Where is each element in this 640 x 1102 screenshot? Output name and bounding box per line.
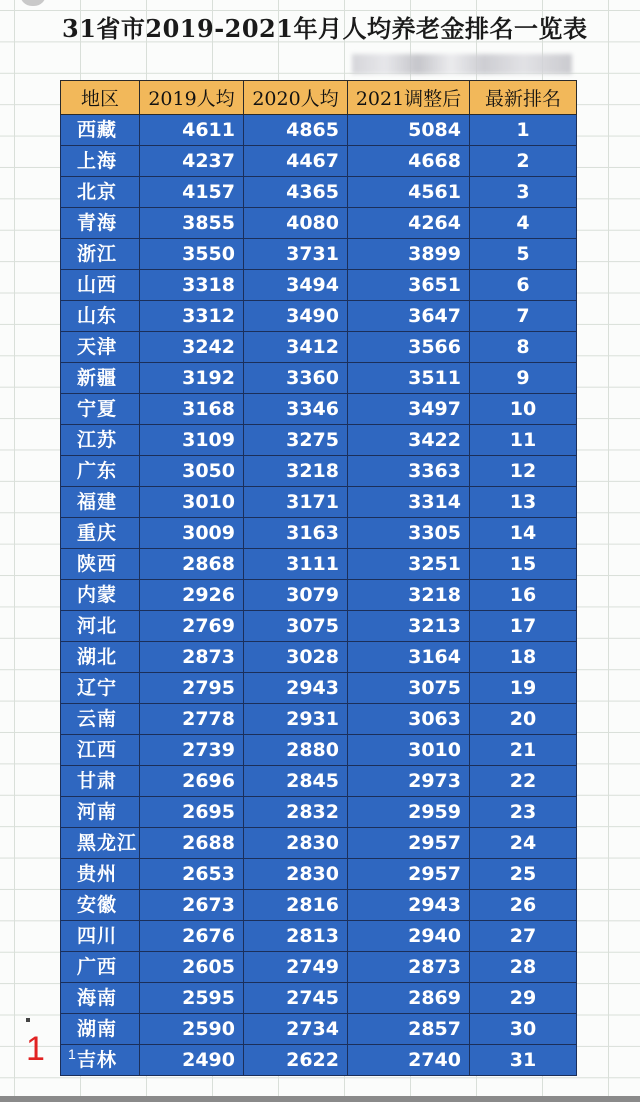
cell-2020: 3731	[244, 239, 348, 270]
cell-2021: 2957	[348, 828, 470, 859]
cell-2021: 3651	[348, 270, 470, 301]
cell-2019: 2688	[140, 828, 244, 859]
cell-rank: 7	[470, 301, 577, 332]
table-row	[61, 208, 577, 239]
cell-region: 新疆	[61, 363, 140, 394]
table-row	[61, 1045, 577, 1076]
cell-rank: 12	[470, 456, 577, 487]
cell-2020: 3163	[244, 518, 348, 549]
cell-2020: 2845	[244, 766, 348, 797]
pension-ranking-table	[60, 80, 577, 1076]
table-row	[61, 456, 577, 487]
header-row	[61, 81, 577, 115]
cell-rank: 31	[470, 1045, 577, 1076]
cell-2020: 3494	[244, 270, 348, 301]
cell-2021: 3566	[348, 332, 470, 363]
table-row	[61, 704, 577, 735]
cell-2019: 2653	[140, 859, 244, 890]
cell-2021: 3305	[348, 518, 470, 549]
cell-region: 宁夏	[61, 394, 140, 425]
cell-region: 河北	[61, 611, 140, 642]
table-row	[61, 580, 577, 611]
table-row	[61, 921, 577, 952]
cell-2021: 3251	[348, 549, 470, 580]
cell-2021: 3899	[348, 239, 470, 270]
header-region: 地区	[61, 81, 140, 115]
cell-2020: 2734	[244, 1014, 348, 1045]
cell-rank: 27	[470, 921, 577, 952]
cell-2020: 2622	[244, 1045, 348, 1076]
cell-2020: 4467	[244, 146, 348, 177]
cell-region: 云南	[61, 704, 140, 735]
cell-2019: 2739	[140, 735, 244, 766]
cell-rank: 20	[470, 704, 577, 735]
cell-region: 西藏	[61, 115, 140, 146]
cell-region: 浙江	[61, 239, 140, 270]
header-2020-avg: 2020人均	[244, 81, 348, 115]
table-row	[61, 146, 577, 177]
cell-rank: 14	[470, 518, 577, 549]
cell-2020: 3028	[244, 642, 348, 673]
cell-2020: 4080	[244, 208, 348, 239]
page-title: 31省市2019-2021年月人均养老金排名一览表	[62, 14, 588, 43]
cell-2020: 3111	[244, 549, 348, 580]
cell-2019: 4611	[140, 115, 244, 146]
cell-2021: 3164	[348, 642, 470, 673]
cell-2019: 2673	[140, 890, 244, 921]
cell-2019: 3109	[140, 425, 244, 456]
bottom-edge	[0, 1096, 640, 1102]
cell-region: 江苏	[61, 425, 140, 456]
cell-2021: 3511	[348, 363, 470, 394]
cell-region: 北京	[61, 177, 140, 208]
cell-region: 吉林	[61, 1045, 140, 1076]
cell-region: 内蒙	[61, 580, 140, 611]
cell-rank: 22	[470, 766, 577, 797]
cell-2019: 2676	[140, 921, 244, 952]
cell-2021: 4668	[348, 146, 470, 177]
cell-region: 重庆	[61, 518, 140, 549]
cell-2019: 2590	[140, 1014, 244, 1045]
cell-rank: 19	[470, 673, 577, 704]
cell-2019: 2595	[140, 983, 244, 1014]
cell-rank: 18	[470, 642, 577, 673]
cell-2020: 3360	[244, 363, 348, 394]
cell-rank: 24	[470, 828, 577, 859]
cell-2021: 3497	[348, 394, 470, 425]
cell-2019: 3242	[140, 332, 244, 363]
table-row	[61, 518, 577, 549]
cell-2019: 3855	[140, 208, 244, 239]
cell-region: 山东	[61, 301, 140, 332]
cell-2021: 3422	[348, 425, 470, 456]
small-number-mark: 1	[68, 1046, 76, 1062]
table-row	[61, 828, 577, 859]
cell-2019: 4237	[140, 146, 244, 177]
header-2019-avg: 2019人均	[140, 81, 244, 115]
cell-2019: 3168	[140, 394, 244, 425]
cell-2020: 2813	[244, 921, 348, 952]
cell-rank: 13	[470, 487, 577, 518]
table-body	[61, 115, 577, 1076]
table-row	[61, 735, 577, 766]
cell-2021: 3063	[348, 704, 470, 735]
cell-2021: 4561	[348, 177, 470, 208]
cell-2019: 3192	[140, 363, 244, 394]
cell-2021: 3314	[348, 487, 470, 518]
table-row	[61, 332, 577, 363]
cell-2020: 2816	[244, 890, 348, 921]
cell-rank: 11	[470, 425, 577, 456]
cell-2021: 3213	[348, 611, 470, 642]
cell-rank: 25	[470, 859, 577, 890]
cell-region: 广东	[61, 456, 140, 487]
cell-2020: 4865	[244, 115, 348, 146]
cell-2021: 3075	[348, 673, 470, 704]
cell-2020: 3346	[244, 394, 348, 425]
cell-2020: 3075	[244, 611, 348, 642]
cell-2019: 2696	[140, 766, 244, 797]
cell-2020: 4365	[244, 177, 348, 208]
cell-2021: 2943	[348, 890, 470, 921]
cell-rank: 8	[470, 332, 577, 363]
cell-2019: 3318	[140, 270, 244, 301]
table-row	[61, 394, 577, 425]
table-row	[61, 766, 577, 797]
cell-rank: 23	[470, 797, 577, 828]
cell-2019: 2795	[140, 673, 244, 704]
cell-region: 河南	[61, 797, 140, 828]
table-row	[61, 115, 577, 146]
cell-2019: 2868	[140, 549, 244, 580]
cell-region: 海南	[61, 983, 140, 1014]
cell-2021: 3010	[348, 735, 470, 766]
cell-2020: 2832	[244, 797, 348, 828]
cell-region: 辽宁	[61, 673, 140, 704]
table-row	[61, 983, 577, 1014]
cell-rank: 1	[470, 115, 577, 146]
cell-2019: 3050	[140, 456, 244, 487]
cell-2021: 2959	[348, 797, 470, 828]
table-row	[61, 239, 577, 270]
cell-2020: 2931	[244, 704, 348, 735]
table-row	[61, 549, 577, 580]
cell-2019: 3550	[140, 239, 244, 270]
cell-region: 上海	[61, 146, 140, 177]
cell-2019: 2490	[140, 1045, 244, 1076]
cell-region: 广西	[61, 952, 140, 983]
cell-region: 甘肃	[61, 766, 140, 797]
cell-rank: 16	[470, 580, 577, 611]
table-row	[61, 177, 577, 208]
cell-2021: 2973	[348, 766, 470, 797]
cell-2021: 2869	[348, 983, 470, 1014]
table-row	[61, 301, 577, 332]
cell-2021: 2857	[348, 1014, 470, 1045]
blurred-watermark	[352, 54, 572, 74]
cell-region: 湖北	[61, 642, 140, 673]
cell-2020: 3490	[244, 301, 348, 332]
cell-2019: 3312	[140, 301, 244, 332]
cell-2020: 3218	[244, 456, 348, 487]
cell-rank: 9	[470, 363, 577, 394]
cell-2019: 2926	[140, 580, 244, 611]
cell-rank: 2	[470, 146, 577, 177]
cell-region: 山西	[61, 270, 140, 301]
cell-2019: 2873	[140, 642, 244, 673]
cell-2021: 5084	[348, 115, 470, 146]
cell-2021: 3218	[348, 580, 470, 611]
table-row	[61, 363, 577, 394]
cell-2020: 2830	[244, 828, 348, 859]
cell-2020: 3171	[244, 487, 348, 518]
cell-rank: 26	[470, 890, 577, 921]
cell-rank: 10	[470, 394, 577, 425]
cell-region: 四川	[61, 921, 140, 952]
cell-region: 青海	[61, 208, 140, 239]
table-row	[61, 859, 577, 890]
cell-2019: 3009	[140, 518, 244, 549]
table-row	[61, 673, 577, 704]
cell-rank: 3	[470, 177, 577, 208]
cell-2021: 2740	[348, 1045, 470, 1076]
cell-rank: 30	[470, 1014, 577, 1045]
cell-region: 陕西	[61, 549, 140, 580]
cell-2019: 3010	[140, 487, 244, 518]
cell-region: 贵州	[61, 859, 140, 890]
table-row	[61, 425, 577, 456]
table-row	[61, 642, 577, 673]
cell-2021: 3647	[348, 301, 470, 332]
cell-2019: 4157	[140, 177, 244, 208]
cell-2020: 2830	[244, 859, 348, 890]
cell-2021: 2957	[348, 859, 470, 890]
header-latest-rank: 最新排名	[470, 81, 577, 115]
cell-rank: 17	[470, 611, 577, 642]
table-row	[61, 487, 577, 518]
cell-region: 江西	[61, 735, 140, 766]
cell-region: 安徽	[61, 890, 140, 921]
table-row	[61, 1014, 577, 1045]
red-number-mark: 1	[26, 1030, 45, 1068]
cell-rank: 29	[470, 983, 577, 1014]
table-row	[61, 797, 577, 828]
cell-2020: 2749	[244, 952, 348, 983]
cell-2021: 4264	[348, 208, 470, 239]
cell-2019: 2769	[140, 611, 244, 642]
cell-2021: 2940	[348, 921, 470, 952]
cell-rank: 15	[470, 549, 577, 580]
cell-rank: 21	[470, 735, 577, 766]
table-row	[61, 270, 577, 301]
cell-region: 湖南	[61, 1014, 140, 1045]
cell-region: 天津	[61, 332, 140, 363]
header-2021-adjusted: 2021调整后	[348, 81, 470, 115]
cell-rank: 4	[470, 208, 577, 239]
cell-2019: 2778	[140, 704, 244, 735]
cell-2020: 3412	[244, 332, 348, 363]
cell-2020: 2943	[244, 673, 348, 704]
cell-rank: 6	[470, 270, 577, 301]
cell-2019: 2605	[140, 952, 244, 983]
cell-2021: 3363	[348, 456, 470, 487]
cell-rank: 28	[470, 952, 577, 983]
cell-region: 福建	[61, 487, 140, 518]
cell-2020: 2880	[244, 735, 348, 766]
cell-2020: 2745	[244, 983, 348, 1014]
cell-2021: 2873	[348, 952, 470, 983]
table-row	[61, 890, 577, 921]
cell-2020: 3079	[244, 580, 348, 611]
cell-rank: 5	[470, 239, 577, 270]
cell-2019: 2695	[140, 797, 244, 828]
small-dot	[26, 1018, 30, 1022]
table-row	[61, 952, 577, 983]
cell-region: 黑龙江	[61, 828, 140, 859]
cell-2020: 3275	[244, 425, 348, 456]
table-row	[61, 611, 577, 642]
